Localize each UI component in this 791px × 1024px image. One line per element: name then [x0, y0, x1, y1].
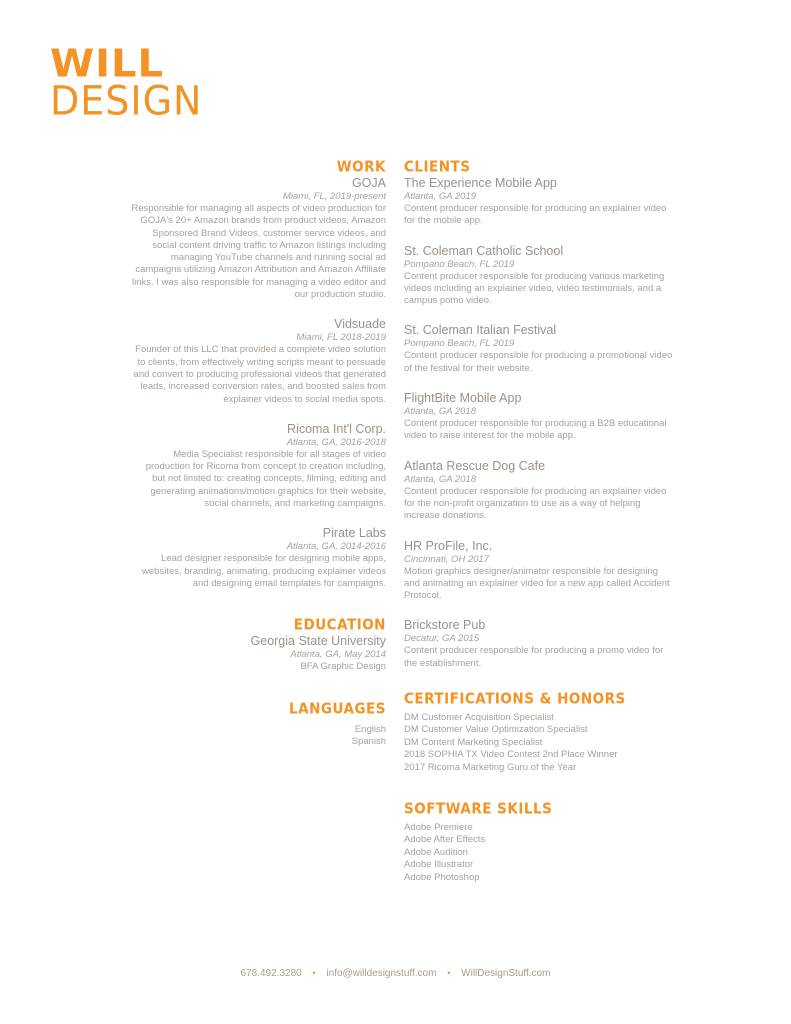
languages-section	[130, 700, 386, 749]
work-entry-location: Miami, FL 2018-2019	[296, 332, 386, 344]
logo-line-1: WILL	[50, 42, 164, 86]
client-entry-location: Atlanta, GA 2019	[404, 191, 477, 202]
language-item: English	[354, 723, 386, 735]
education-location: Atlanta, GA, May 2014	[290, 649, 386, 661]
work-entry-location: Atlanta, GA, 2014-2016	[286, 541, 386, 553]
languages-heading: LANGUAGES	[289, 699, 386, 718]
certification-item: 2018 SOPHIA TX Video Contest 2nd Place Winner	[404, 749, 618, 761]
software-item: Adobe Premiere	[404, 822, 473, 834]
client-entry-title: HR ProFile, Inc.	[404, 538, 493, 553]
client-entry-location: Atlanta, GA 2018	[404, 473, 477, 485]
software-item: Adobe Audition	[404, 846, 468, 858]
work-entry	[130, 526, 386, 590]
footer-email: info@willdesignstuff.com	[326, 968, 437, 979]
client-entry-title: FlightBite Mobile App	[404, 391, 522, 406]
work-entry-description: Founder of this LLC that provided a complete video solution to clients, from effectively writing scripts meant to persuade and convert to producing professional videos that generated leads, increased conversion rates, and boosted sales from explainer videos to social media spots.	[133, 344, 386, 405]
software-heading: SOFTWARE SKILLS	[404, 800, 553, 818]
work-entry-title: GOJA	[351, 176, 386, 190]
client-entry-description: Content producer responsible for producing a B2B educational video to raise interest for the mobile app.	[404, 418, 667, 442]
certification-item: 2017 Ricoma Marketing Guru of the Year	[404, 761, 577, 773]
client-entry-location: Atlanta, GA 2018	[404, 406, 477, 418]
client-entry	[404, 618, 674, 670]
language-item: Spanish	[351, 735, 386, 747]
client-entry-location: Pompano Beach, FL 2019	[404, 258, 515, 270]
software-section	[404, 800, 674, 884]
work-entry-description: Lead designer responsible for designing mobile apps, websites, branding, animating, producing explainer videos and designing email templates for campaigns.	[142, 553, 386, 589]
work-entry-title: Pirate Labs	[322, 526, 386, 541]
education-section	[130, 616, 386, 673]
certifications-heading: CERTIFICATIONS & HONORS	[404, 690, 626, 708]
client-entry-description: Content producer responsible for producing a promotional video of the festival for their website.	[404, 350, 673, 374]
client-entry-title: Atlanta Rescue Dog Cafe	[404, 458, 546, 473]
left-column	[130, 158, 386, 748]
education-heading: EDUCATION	[293, 616, 386, 635]
client-entry-description: Content producer responsible for producing an explainer video for the mobile app.	[404, 203, 667, 227]
footer-website: WillDesignStuff.com	[461, 968, 551, 979]
work-entry-location: Atlanta, GA, 2016-2018	[286, 436, 386, 448]
clients-section	[404, 158, 674, 670]
client-entry-title: Brickstore Pub	[404, 618, 486, 633]
client-entry-description: Content producer responsible for producing a promo video for the establishment.	[404, 645, 664, 669]
software-item: Adobe After Effects	[404, 834, 486, 846]
footer-separator: •	[312, 968, 316, 978]
client-entry	[404, 176, 674, 228]
work-heading: WORK	[336, 158, 386, 176]
right-column	[404, 158, 674, 884]
education-degree: BFA Graphic Design	[300, 661, 386, 673]
client-entry	[404, 539, 674, 603]
work-entry-location: Miami, FL, 2019-present	[283, 191, 386, 202]
work-entry	[130, 176, 386, 301]
education-school: Georgia State University	[250, 634, 386, 649]
work-entry-description: Responsible for managing all aspects of video production for GOJA's 20+ Amazon brands from product videos, Amazon Sponsored Brand Videos, customer service videos, and social content driving traffic to Amazon listings including managing YouTube channels and running social ad campaigns utilizing Amazon Attribution and Amazon Affiliate links. I was also responsible for managing a video editor and our production studio.	[131, 203, 386, 301]
footer-separator: •	[447, 968, 451, 978]
work-entry	[130, 317, 386, 405]
client-entry	[404, 323, 674, 375]
certifications-section	[404, 690, 674, 774]
client-entry-location: Pompano Beach, FL 2019	[404, 338, 515, 350]
certification-item: DM Customer Value Optimization Specialist	[404, 724, 588, 736]
client-entry	[404, 244, 674, 308]
client-entry-description: Content producer responsible for producing an explainer video for the non-profit organization to use as a way of helping increase donations.	[404, 485, 667, 522]
work-entry-description: Media Specialist responsible for all stages of video production for Ricoma from concept to creation including, but not limited to: creating concepts, filming, editing and generating animations/motion graphics for their website, social channels, and marketing campaigns.	[145, 448, 386, 510]
client-entry-title: The Experience Mobile App	[404, 176, 557, 190]
software-item: Adobe Photoshop	[404, 871, 480, 883]
work-entry-title: Ricoma Int'l Corp.	[287, 421, 386, 436]
footer-phone: 678.492.3280	[240, 968, 302, 979]
software-item: Adobe Illustrator	[404, 859, 474, 871]
contact-footer	[0, 968, 791, 979]
client-entry-title: St. Coleman Italian Festival	[404, 323, 557, 338]
logo	[50, 42, 203, 125]
logo-line-2: DESIGN	[50, 77, 203, 125]
client-entry-location: Decatur, GA 2015	[404, 633, 480, 645]
client-entry-description: Content producer responsible for producing various marketing videos including an explainer video, video testimonials, and a campus pomo video.	[404, 270, 665, 307]
client-entry-title: St. Coleman Catholic School	[404, 243, 564, 258]
work-entry-title: Vidsuade	[334, 317, 386, 332]
work-entry	[130, 422, 386, 510]
client-entry	[404, 391, 674, 443]
client-entry	[404, 459, 674, 523]
client-entry-description: Motion graphics designer/animator responsible for designing and animating an explainer video for a new app called Accident Protocol.	[404, 565, 670, 602]
certification-item: DM Customer Acquisition Specialist	[404, 712, 554, 724]
client-entry-location: Cincinnati, OH 2017	[404, 553, 490, 565]
certification-item: DM Content Marketing Specialist	[404, 736, 543, 748]
work-section	[130, 158, 386, 590]
clients-heading: CLIENTS	[404, 158, 471, 176]
